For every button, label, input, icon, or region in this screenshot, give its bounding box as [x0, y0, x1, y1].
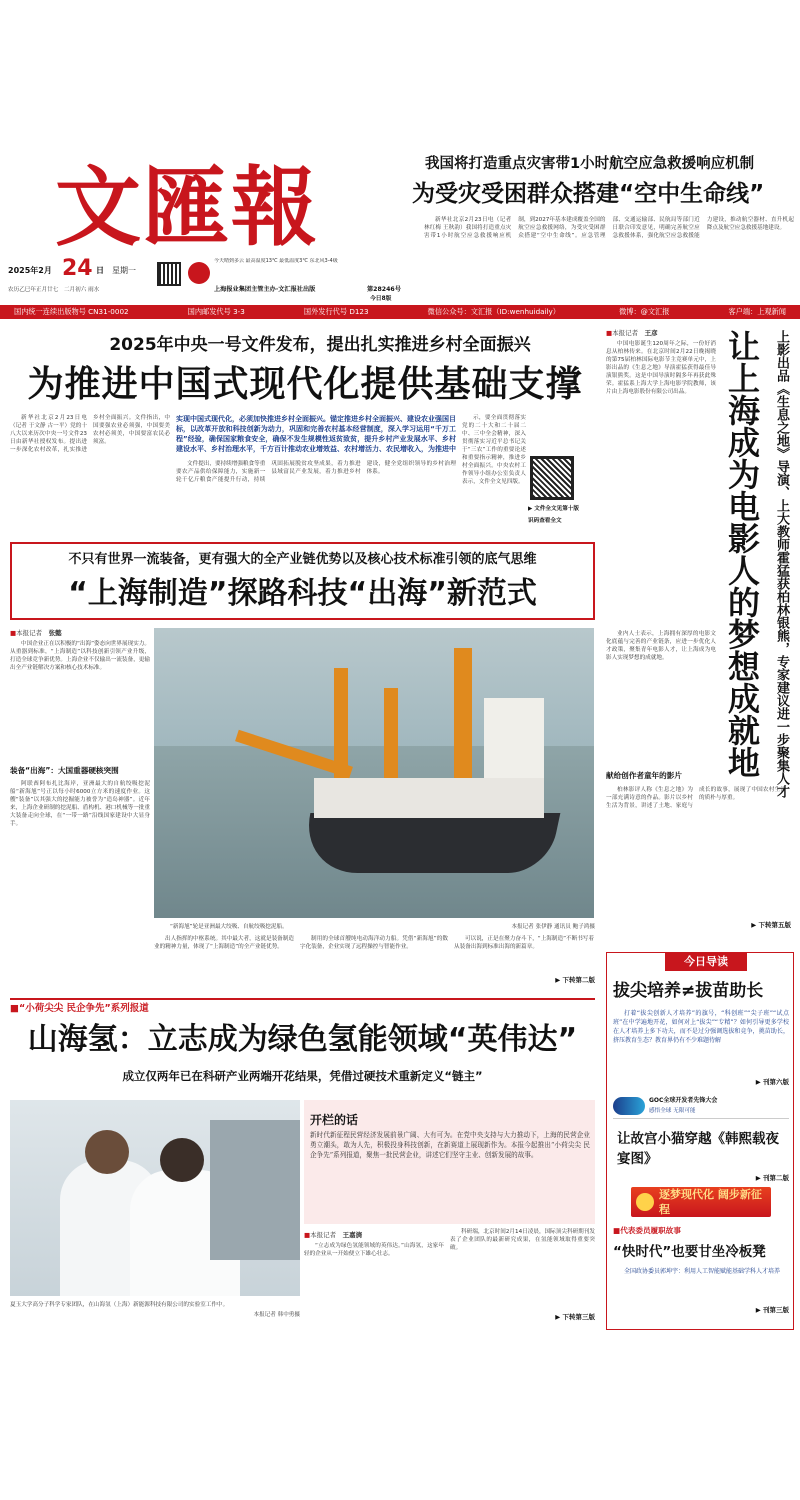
qr-caption: 识码查看全文	[528, 518, 562, 524]
date-suffix: 日	[96, 266, 104, 275]
info-bar	[0, 305, 800, 319]
goc-name: GOC全球开发者先锋大会	[649, 1097, 718, 1104]
today-item-3-body: 全国政协委员郭坤宇：利用人工智能赋能基础学科人才培养	[624, 1268, 781, 1275]
lead-kicker[interactable]: 2025年中央一号文件发布，提出扎实推进乡村全面振兴	[109, 335, 531, 355]
feature-byline: ■本报记者 张懿	[10, 629, 62, 637]
wechat-account[interactable]: 微信公众号：文汇报（ID:wenhuidaily）	[427, 307, 560, 316]
ship-bridge	[484, 698, 544, 778]
goc-banner[interactable]	[613, 1093, 789, 1119]
hydrogen-divider	[10, 998, 595, 1000]
lab-photo-caption: 夏玉大学高分子科学专家团队，在山海氢（上海）新能源科技有限公司的实验室工作中。	[10, 1302, 229, 1308]
today-guide	[606, 952, 794, 1330]
hydrogen-headline[interactable]: 山海氢：立志成为绿色氢能领域“英伟达”	[27, 1022, 578, 1057]
weibo-account[interactable]: 微博：@文汇报	[619, 307, 670, 316]
today-item-1-body: 打着“拔尖创新人才培养”的旗号，“科创班”“尖子班”“试点班”在中学遍地开花，如何对上“拔尖”“专精”？如何引导更多学校在人才培养上多下功夫，而不是过分强调选拔和竞争，挑苗助长，挤压教育生态？教育界仍有不少难题待解	[613, 1010, 789, 1044]
today-title: 今日导读	[665, 953, 747, 971]
ship-hull	[298, 813, 561, 873]
side-byline: ■本报记者 王彦	[606, 329, 658, 337]
domestic-code: 国内邮发代号 3-3	[187, 307, 245, 316]
lead-more-link[interactable]: ▶ 文件全文见第十版	[528, 506, 579, 512]
editor-note-title: 开栏的话	[310, 1113, 359, 1127]
lab-person-left-head	[85, 1130, 129, 1174]
today-item-1-more[interactable]: ▶ 刊第六版	[755, 1078, 789, 1086]
hydrogen-subhead[interactable]: 成立仅两年已在科研产业两端开花结果，凭借过硬技术重新定义“链主”	[122, 1069, 483, 1083]
today-item-3-more[interactable]: ▶ 刊第三版	[755, 1306, 789, 1314]
feature-body-2: 阿联酋阿布扎比海岸，亚洲最大的自航绞吸挖泥船“新海旭”号正以每小时6000立方米的速度作业。这艘“装备”以其强大的挖掘能力被誉为“造岛神器”。近年来，上海企业研制的挖泥船、盾构机、港口机械等一批重大装备走向全球，在“一带一路”沿线国家建设中大显身手。	[10, 781, 150, 827]
side-headline-right[interactable]: 让上海成为电影人的梦想成就地	[723, 330, 761, 778]
cn-number: 国内统一连续出版物号 CN31-0002	[14, 307, 129, 316]
lead-body-far: 示，要全面贯彻落实党的二十大和二十届二中、三中全会精神，深入贯彻落实习近平总书记关于“三农”工作的重要论述和重要指示精神，推进乡村全面振兴。中央农村工作领导小组办公室负责人表示，文件全文见四版。	[462, 415, 526, 485]
lab-person-right-head	[160, 1138, 204, 1182]
feature-bottom-col-3: 可以说，正是在聚力奋斗下，“上海制造”不断书写着从装备出海到标准出海的新篇章。	[454, 936, 594, 950]
lab-photo-credit: 本报记者 韩中勇摄	[253, 1312, 300, 1318]
goc-logo-icon	[613, 1097, 645, 1115]
ship-mast	[454, 648, 472, 778]
feature-intro: 中国企业正在以积极的“出海”姿态向世界展现实力。从重器到标准，“上海制造”以科技创新引领产业升级，打造全球竞争新优势。上海企业不仅输出一流装备，更输出全产业链解决方案和核心技术标准。	[10, 641, 150, 671]
feature-box	[10, 542, 595, 620]
lead-qr-code-icon[interactable]	[530, 456, 574, 500]
emblem-icon	[188, 262, 210, 284]
lunar-date: 农历乙巳年正月廿七 二月初六 雨水	[8, 287, 100, 293]
app-client[interactable]: 客户端：上观新闻	[728, 307, 786, 316]
editor-note-body: 新时代新征程民营经济发展前景广阔、大有可为。在党中央支持与大力推动下，上海的民营企业勇立潮头，敢为人先，积极投身科技创新，在新赛道上展现新作为。本报今起推出“小荷尖尖 民企争先”系列报道，聚焦一批民营企业，讲述它们坚守主业、创新发展的故事。	[310, 1131, 590, 1159]
side-subhead: 献给创作者童年的影片	[606, 771, 682, 780]
lead-headline[interactable]: 为推进中国式现代化提供基础支撑	[27, 364, 583, 405]
hydrogen-byline: ■本报记者 王嘉旖	[304, 1231, 363, 1239]
masthead	[0, 0, 800, 305]
feature-bottom-col-1: 出人指挥的中枢系统。其中最大者，这就是装备制造业的精神力量，体现了“上海制造”的全产业链优势。	[154, 936, 294, 950]
date-day: 24	[62, 256, 93, 281]
ship-crane-2	[384, 688, 398, 778]
column-label: ■代表委员履职故事	[613, 1226, 681, 1235]
abroad-code: 国外发行代号 D123	[303, 307, 369, 316]
side-body-2: 业内人士表示，上海拥有深厚的电影文化底蕴与完善的产业链条，应进一步优化人才政策，聚集青年电影人才，让上海成为电影人实现梦想的成就地。	[606, 631, 716, 661]
side-more-link[interactable]: ▶ 下转第五版	[751, 921, 791, 929]
today-item-1-title[interactable]: 拔尖培养≠拔苗助长	[613, 981, 764, 1001]
photo-caption: “新海旭”轮是亚洲最大绞吸、自航绞吸挖泥船。	[170, 924, 288, 930]
publisher-info: 上海报业集团主管主办·文汇报社出版	[214, 286, 316, 293]
weekday: 星期一	[112, 266, 136, 275]
lead-body-mid: 实现中国式现代化，必须加快推进乡村全面振兴。锚定推进乡村全面振兴、建设农业强国目标，以改革开放和科技创新为动力，巩固和完善农村基本经营制度，深入学习运用“千万工程”经验，确保国家粮食安全，确保不发生规模性返贫致贫，提升乡村产业发展水平、乡村建设水平、乡村治理水平，千方百计推动农业增效益、农村增活力、农民增收入，为推进中	[176, 415, 456, 453]
feature-bottom-col-2: 制用的全球首艘纯电动海洋动力船。凭借“新海旭”的数字化装备，企业实现了远程操控与智能作业。	[300, 936, 448, 950]
feature-more-link[interactable]: ▶ 下转第二版	[555, 976, 595, 984]
side-body-1: 中国电影诞生120周年之际，一份好消息从柏林传来。在北京时间2月22日晚揭晓的第75届柏林国际电影节主竞赛单元中，上影出品的《生息之地》导演霍猛获得最佳导演银熊奖。这是中国导演时隔多年再获此殊荣。霍猛系上海大学上海电影学院教师，该片由上海电影股份有限公司出品。	[606, 341, 716, 395]
side-body-3: 柏林影评人称《生息之地》为一部充满诗意的作品。影片以乡村生活为背景，讲述了土地、家庭与成长的故事，展现了中国农村生活的质朴与厚重。	[606, 787, 786, 809]
lab-photo	[10, 1100, 300, 1296]
top-headline-large[interactable]: 为受灾受困群众搭建“空中生命线”	[412, 181, 765, 207]
hydrogen-body-1: “立志成为绿色氢能领域的英伟达。”山海氢，这家年轻的企业从一开始便立下雄心壮志。	[304, 1243, 444, 1257]
lead-body-left: 新华社北京2月23日电（记者 于文静 古一平）党的十八大以来历次中央一号文件23日由新华社授权发布。提出进一步深化农村改革，扎实推进乡村全面振兴。文件指出，中国要强农业必须强，中国要美农村必须美，中国要富农民必须富。	[10, 415, 170, 453]
banner-text: 逐梦现代化 阔步新征程	[659, 1188, 762, 1216]
issue-number: 第28246号	[367, 286, 401, 293]
today-item-3-title[interactable]: “快时代”也要甘坐冷板凳	[613, 1244, 766, 1260]
banner-emblem-icon	[636, 1193, 654, 1211]
ship-deck	[314, 778, 544, 818]
lead-body-right: 文件提出，要持续增强粮食等重要农产品供给保障能力，实施新一轮千亿斤粮食产能提升行动，持续巩固拓展脱贫攻坚成果，着力推进县域富民产业发展，着力推进乡村建设，健全党组织领导的乡村治理体系。	[176, 461, 456, 483]
page-count: 今日8版	[370, 296, 392, 302]
feature-headline[interactable]: “上海制造”探路科技“出海”新范式	[68, 576, 537, 611]
today-item-2-more[interactable]: ▶ 刊第二版	[755, 1174, 789, 1182]
photo-credit: 本报记者 张伊静 通讯员 鲍子鸿摄	[511, 924, 595, 930]
newspaper-logo: 文匯報	[55, 160, 319, 255]
date-year-month: 2025年2月	[8, 266, 52, 275]
ship-photo	[154, 628, 594, 918]
feature-subhead: 装备“出海”：大国重器硬核突围	[10, 766, 119, 775]
feature-kicker[interactable]: 不只有世界一流装备，更有强大的全产业链优势以及核心技术标准引领的底气思维	[68, 552, 537, 567]
modernization-banner[interactable]	[631, 1187, 771, 1217]
lab-equipment	[210, 1120, 300, 1260]
goc-slogan: 感悟全球 无限可能	[649, 1108, 696, 1114]
top-story-body: 新华社北京2月23日电（记者 林红梅 王秋韵）我国将打造重点灾害带1小时航空应急救援响应机制，到2027年基本建成覆盖全国的航空应急救援网络，为受灾受困群众搭建“空中生命线”。应急管理部、交通运输部、民航局等部门近日联合印发意见，明确完善航空应急救援体系，强化航空应急救援能力建设，推动航空器材、直升机起降点及航空应急救援基地建设。	[424, 217, 794, 239]
side-headline-left[interactable]: 上影出品《生息之地》导演、上大教师霍猛获柏林银熊，专家建议进一步聚集人才	[774, 330, 789, 798]
hydrogen-more-link[interactable]: ▶ 下转第三版	[555, 1313, 595, 1321]
editor-note	[304, 1100, 595, 1224]
hydrogen-series: ■“小荷尖尖 民企争先”系列报道	[10, 1003, 149, 1014]
today-item-2-title[interactable]: 让故宫小猫穿越《韩熙载夜宴图》	[617, 1131, 779, 1167]
top-headline-small[interactable]: 我国将打造重点灾害带1小时航空应急救援响应机制	[425, 156, 755, 172]
hydrogen-body-2: 科研端，北京时间2月14日凌晨，国际顶尖科研期刊发表了企业团队的最新研究成果，在氢能领域取得重要突破。	[450, 1229, 595, 1251]
qr-code-icon[interactable]	[157, 262, 181, 286]
weather-info: 今天晴到多云 最高温度13℃ 最低温度3℃ 东北风3-4级	[214, 258, 338, 264]
